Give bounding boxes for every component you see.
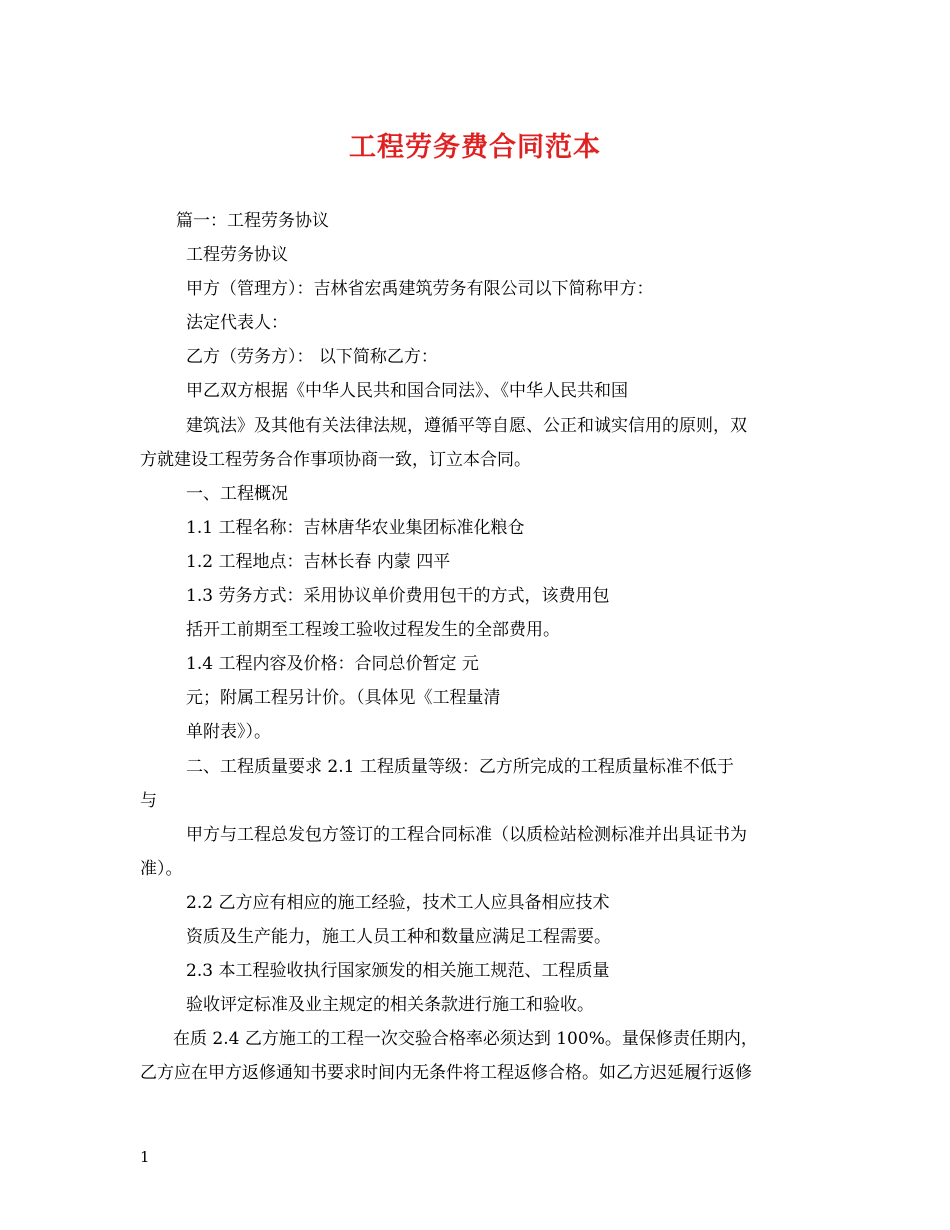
page-number: 1 <box>140 1148 150 1166</box>
text-line: 甲方（管理方）：吉林省宏禹建筑劳务有限公司以下简称甲方： <box>186 279 654 300</box>
text-line: 乙方应在甲方返修通知书要求时间内无条件将工程返修合格。如乙方迟延履行返修 <box>140 1063 752 1084</box>
text-line: 2.3 本工程验收执行国家颁发的相关施工规范、工程质量 <box>186 961 610 982</box>
text-line: 元；附属工程另计价。（具体见《工程量清 <box>186 688 501 709</box>
text-line: 括开工前期至工程竣工验收过程发生的全部费用。 <box>186 620 560 641</box>
text-line: 1.3 劳务方式：采用协议单价费用包干的方式，该费用包 <box>186 586 610 607</box>
text-line: 甲乙双方根据《中华人民共和国合同法》、《中华人民共和国 <box>186 381 628 402</box>
text-line: 工程劳务协议 <box>186 245 288 266</box>
text-line: 与 <box>140 790 157 811</box>
text-line: 乙方（劳务方）： 以下简称乙方： <box>186 347 438 368</box>
text-line: 资质及生产能力，施工人员工种和数量应满足工程需要。 <box>186 926 611 947</box>
text-line: 单附表》）。 <box>186 722 271 743</box>
text-line: 1.1 工程名称：吉林唐华农业集团标准化粮仓 <box>186 517 525 538</box>
document-body <box>140 204 820 1090</box>
text-line: 二、工程质量要求 2.1 工程质量等级：乙方所完成的工程质量标准不低于 <box>186 756 734 777</box>
text-line: 方就建设工程劳务合作事项协商一致，订立本合同。 <box>140 449 531 470</box>
text-line: 法定代表人： <box>186 313 288 334</box>
text-line: 一、工程概况 <box>186 483 288 504</box>
document-title: 工程劳务费合同范本 <box>349 132 601 163</box>
text-line: 2.2 乙方应有相应的施工经验，技术工人应具备相应技术 <box>186 892 610 913</box>
text-line: 在质 2.4 乙方施工的工程一次交验合格率必须达到 100%。量保修责任期内， <box>173 1029 758 1050</box>
text-line: 1.4 工程内容及价格：合同总价暂定 元 <box>186 654 479 675</box>
text-line: 篇一：工程劳务协议 <box>176 211 329 231</box>
text-line: 1.2 工程地点：吉林长春 内蒙 四平 <box>186 551 451 572</box>
text-line: 准）。 <box>140 858 183 879</box>
text-line: 甲方与工程总发包方签订的工程合同标准（以质检站检测标准并出具证书为 <box>186 824 747 845</box>
text-line: 验收评定标准及业主规定的相关条款进行施工和验收。 <box>186 995 594 1016</box>
text-line: 建筑法》及其他有关法律法规，遵循平等自愿、公正和诚实信用的原则，双 <box>186 415 747 436</box>
